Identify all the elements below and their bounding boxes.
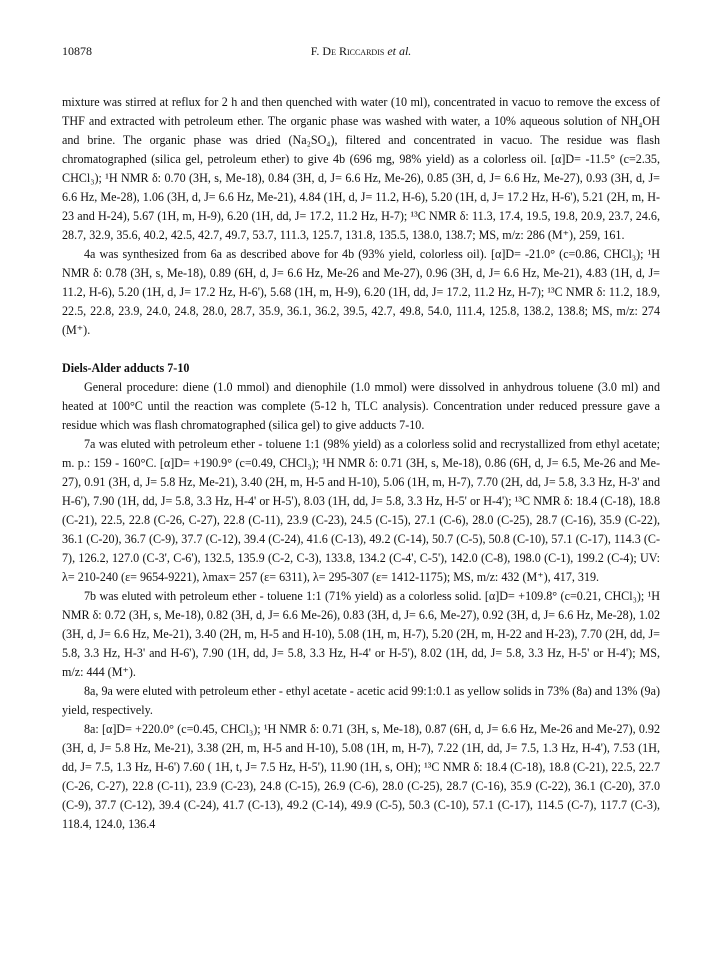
paragraph-8a-data: 8a: [α]D= +220.0° (c=0.45, CHCl₃); ¹H NMR δ: 0.71 (3H, s, Me-18), 0.87 (6H, d, J= 6.6 Hz, Me-26 and Me-27), 0.92 (3H, d, J= 5.8 Hz, Me-21), 3.38 (2H, m, H-5 and H-10), 5.08 (1H, m, H-7), 7.22 (1H, dd, J= 7.5, 1.3 Hz, H-4'), 7.53 (1H, dd, J= 7.5, 1.3 Hz, H-6') 7.60 ( 1H, t, J= 7.5 Hz, H-5'), 11.90 (1H, s, OH); ¹³C NMR δ: 18.4 (C-18), 18.8 (C-21), 22.5, 22.7 (C-26, C-27), 22.8 (C-11), 23.9 (C-23), 24.8 (C-15), 26.9 (C-6), 28.0 (C-25), 28.7 (C-16), 35.9 (C-22), 36.1 (C-20), 37.0 (C-9), 37.7 (C-12), 39.4 (C-24), 41.7 (C-13), 49.2 (C-14), 49.9 (C-5), 50.3 (C-10), 57.1 (C-17), 114.5 (C-7), 117.7 (C-3), 118.4, 124.0, 136.4 bbox=[62, 722, 660, 831]
paragraph-7b: 7b was eluted with petroleum ether - toluene 1:1 (71% yield) as a colorless solid. [α]D= +109.8° (c=0.21, CHCl₃); ¹H NMR δ: 0.72 (3H, s, Me-18), 0.82 (3H, d, J= 6.6 Me-26), 0.83 (3H, d, J= 6.6, Me-27), 0.92 (3H, d, J= 6.6 Hz, Me-28), 1.02 (3H, d, J= 6.6 Hz, Me-21), 3.40 (2H, m, H-5 and H-10), 5.08 (1H, m, H-7), 5.20 (2H, m, H-22 and H-23), 7.70 (2H, dd, J= 5.8, 3.3 Hz, H-3' and H-6'), 7.90 (1H, dd, J= 5.8, 3.3 Hz, H-4' or H-5'), 8.02 (1H, dd, J= 5.8, 3.3 Hz, H-5' or H-4'); MS, m/z: 444 (M⁺). bbox=[62, 589, 660, 679]
running-head-author-rest: e Riccardis bbox=[331, 44, 385, 58]
running-head bbox=[62, 44, 660, 59]
paper-body bbox=[62, 93, 660, 834]
paragraph-4b-procedure: mixture was stirred at reflux for 2 h and then quenched with water (10 ml), concentrated in vacuo to remove the excess of THF and extracted with petroleum ether. The organic phase was washed with water, a 10% aqueous solution of NH₄OH and brine. The organic phase was dried (Na₂SO₄), filtered and concentrated in vacuo. The residue was flash chromatographed (silica gel, petroleum ether) to give 4b (696 mg, 98% yield) as a colorless oil. [α]D= -11.5° (c=2.35, CHCl₃); ¹H NMR δ: 0.70 (3H, s, Me-18), 0.84 (3H, d, J= 6.6 Hz, Me-26), 0.85 (3H, d, J= 6.6 Hz, Me-27), 0.93 (3H, d, J= 6.6 Hz, Me-28), 1.06 (3H, d, J= 6.6 Hz, Me-21), 4.84 (1H, d, J= 11.2, H-6), 5.20 (1H, d, J= 17.2 Hz, H-6'), 5.21 (2H, m, H-23 and H-24), 5.67 (1H, m, H-9), 6.20 (1H, dd, J= 17.2, 11.2 Hz, H-7); ¹³C NMR δ: 11.3, 17.4, 19.5, 19.8, 20.9, 23.7, 24.6, 28.7, 32.9, 35.6, 40.2, 42.5, 42.7, 49.7, 53.7, 111.3, 125.7, 131.8, 135.5, 138.0, 138.7; MS, m/z: 286 (M⁺), 259, 161. bbox=[62, 95, 660, 242]
paragraph-4a: 4a was synthesized from 6a as described above for 4b (93% yield, colorless oil). [α]D= -21.0° (c=0.86, CHCl₃); ¹H NMR δ: 0.78 (3H, s, Me-18), 0.89 (6H, d, J= 6.6 Hz, Me-26 and Me-27), 0.96 (3H, d, J= 6.6 Hz, Me-21), 4.83 (1H, d, J= 11.2, H-6), 5.20 (1H, d, J= 17.2 Hz, H-6'), 5.68 (1H, m, H-9), 6.20 (1H, dd, J= 17.2, 11.2 Hz, H-7); ¹³C NMR δ: 11.2, 18.9, 22.5, 22.8, 23.9, 24.0, 24.8, 28.0, 28.7, 35.9, 36.1, 36.2, 39.5, 42.7, 49.8, 54.0, 111.4, 125.8, 138.2, 138.8; MS, m/z: 274 (M⁺). bbox=[62, 247, 660, 337]
page-number: 10878 bbox=[62, 44, 92, 58]
running-head-etal: et al. bbox=[387, 44, 412, 58]
section-heading-diels-alder: Diels-Alder adducts 7-10 bbox=[62, 361, 190, 375]
running-head-author-initial: F. D bbox=[310, 44, 332, 58]
paragraph-8a-9a: 8a, 9a were eluted with petroleum ether - ethyl acetate - acetic acid 99:1:0.1 as yellow solids in 73% (8a) and 13% (9a) yield, respectively. bbox=[62, 684, 660, 717]
paragraph-7a: 7a was eluted with petroleum ether - toluene 1:1 (98% yield) as a colorless solid and recrystallized from ethyl acetate; m. p.: 159 - 160°C. [α]D= +190.9° (c=0.49, CHCl₃); ¹H NMR δ: 0.71 (3H, s, Me-18), 0.86 (6H, d, J= 6.5, Me-26 and Me-27), 0.91 (3H, d, J= 5.8 Hz, Me-21), 3.40 (2H, m, H-5 and H-10), 5.06 (1H, m, H-7), 7.70 (2H, dd, J= 5.8, 3.3 Hz, H-3' and H-6'), 7.90 (1H, dd, J= 5.8, 3.3 Hz, H-4' or H-5'), 8.03 (1H, dd, J= 5.8, 3.3 Hz, H-5' or H-4'); ¹³C NMR δ: 18.4 (C-18), 18.8 (C-21), 22.5, 22.8 (C-26, C-27), 22.8 (C-11), 23.9 (C-23), 24.5 (C-15), 27.1 (C-6), 28.0 (C-25), 28.7 (C-16), 35.9 (C-22), 36.1 (C-20), 36.7 (C-9), 37.7 (C-12), 39.4 (C-24), 41.6 (C-13), 49.2 (C-14), 50.7 (C-5), 50.8 (C-10), 57.1 (C-17), 114.3 (C-7), 126.2, 127.0 (C-3', C-6'), 132.5, 135.9 (C-2, C-3), 133.8, 134.2 (C-4', C-5'), 142.0 (C-8), 198.0 (C-1), 199.2 (C-4); UV: λ= 210-240 (ε= 9654-9221), λmax= 257 (ε= 6311), λ= 295-307 (ε= 1412-1175); MS, m/z: 432 (M⁺), 417, 319. bbox=[62, 437, 660, 584]
page-header bbox=[62, 44, 660, 60]
paragraph-general-procedure: General procedure: diene (1.0 mmol) and dienophile (1.0 mmol) were dissolved in anhydrous toluene (3.0 ml) and heated at 100°C until the reaction was complete (5-12 h, TLC analysis). Concentration under reduced pressure gave a residue which was flash chromatographed (silica gel) to give adducts 7-10. bbox=[62, 380, 660, 432]
